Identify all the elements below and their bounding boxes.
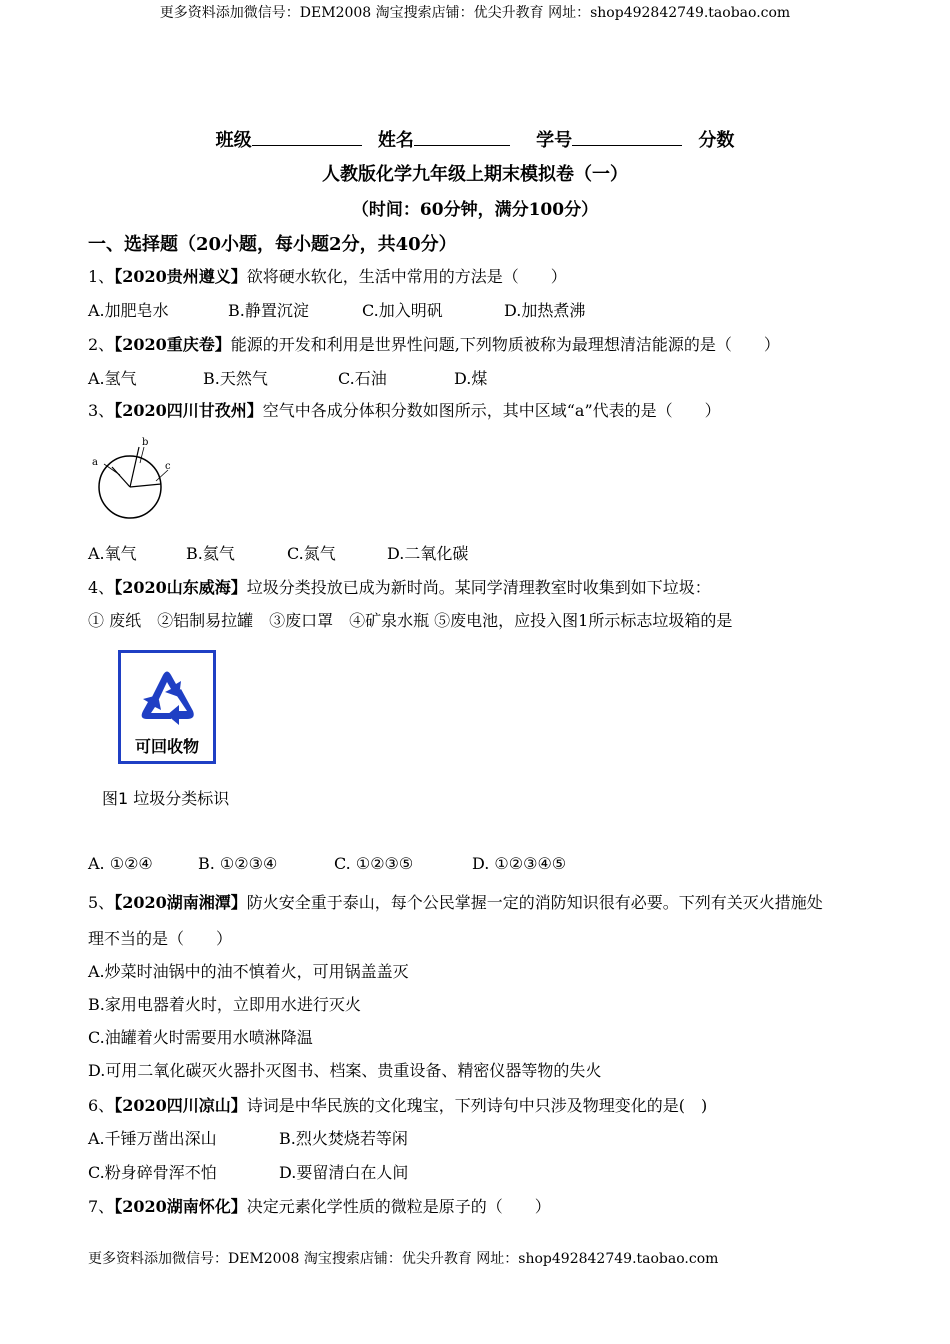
class-label: 班级 [215,130,252,151]
option-b[interactable]: B.家用电器着火时，立即用水进行灭火 [88,995,361,1014]
question-source: 【2020湖南湘潭】 [114,893,247,912]
option-a[interactable]: A.千锤万凿出深山 [88,1129,217,1148]
question-2: 2、【2020重庆卷】能源的开发和利用是世界性问题,下列物质被称为最理想清洁能源的是（ ） [88,335,780,354]
figure-caption: 图1 垃圾分类标识 [102,789,230,808]
option-c[interactable]: C.石油 [338,369,387,388]
question-5: 5、【2020湖南湘潭】防火安全重于泰山，每个公民掌握一定的消防知识很有必要。下列有关灭火措施处 [88,893,823,912]
option-c[interactable]: C.加入明矾 [362,301,443,320]
question-1: 1、【2020贵州遵义】欲将硬水软化，生活中常用的方法是（ ） [88,267,567,286]
label-b: b [142,437,149,448]
section-heading: 一、选择题（20小题，每小题2分，共40分） [88,234,457,255]
name-label: 姓名 [377,130,414,151]
question-7: 7、【2020湖南怀化】决定元素化学性质的微粒是原子的（ ） [88,1197,551,1216]
option-d[interactable]: D.加热煮沸 [504,301,586,320]
label-a: a [92,457,98,468]
class-blank[interactable] [252,129,362,146]
option-b[interactable]: B.烈火焚烧若等闲 [279,1129,408,1148]
air-composition-diagram [88,435,178,525]
option-c[interactable]: C. ①②③⑤ [334,854,414,873]
question-source: 【2020山东威海】 [114,578,247,597]
question-6: 6、【2020四川凉山】诗词是中华民族的文化瑰宝，下列诗句中只涉及物理变化的是( ) [88,1096,708,1115]
option-d[interactable]: D.二氧化碳 [387,544,469,563]
question-5-line2: 理不当的是（ ） [88,929,233,948]
recycle-logo [118,650,216,764]
question-source: 【2020四川甘孜州】 [114,401,263,420]
option-d[interactable]: D.可用二氧化碳灭火器扑灭图书、档案、贵重设备、精密仪器等物的失火 [88,1061,602,1080]
option-a[interactable]: A.炒菜时油锅中的油不慎着火，可用锅盖盖灭 [88,962,409,981]
option-b[interactable]: B.天然气 [203,369,268,388]
name-blank[interactable] [414,129,510,146]
option-b[interactable]: B.静置沉淀 [228,301,309,320]
exam-subtitle: （时间：60分钟，满分100分） [351,200,599,220]
option-b[interactable]: B. ①②③④ [198,854,278,873]
option-c[interactable]: C.氮气 [287,544,336,563]
option-a[interactable]: A.加肥皂水 [88,301,169,320]
question-3: 3、【2020四川甘孜州】空气中各成分体积分数如图所示，其中区域“a”代表的是（ ） [88,401,721,420]
exam-title: 人教版化学九年级上期末模拟卷（一） [322,164,628,185]
option-c[interactable]: C.粉身碎骨浑不怕 [88,1163,217,1182]
label-c: c [165,461,171,472]
option-a[interactable]: A.氢气 [88,369,137,388]
question-source: 【2020湖南怀化】 [114,1197,247,1216]
question-source: 【2020四川凉山】 [114,1096,247,1115]
logo-label: 可回收物 [134,737,199,756]
page-header: 更多资料添加微信号：DEM2008 淘宝搜索店铺：优尖升教育 网址：shop492842749.taobao.com [159,5,791,21]
option-d[interactable]: D. ①②③④⑤ [472,854,567,873]
page-footer: 更多资料添加微信号：DEM2008 淘宝搜索店铺：优尖升教育 网址：shop492842749.taobao.com [88,1251,719,1267]
question-4: 4、【2020山东威海】垃圾分类投放已成为新时尚。某同学清理教室时收集到如下垃圾： [88,578,711,597]
score-label: 分数 [698,130,735,151]
question-source: 【2020重庆卷】 [114,335,231,354]
question-4-line2: ① 废纸 ②铝制易拉罐 ③废口罩 ④矿泉水瓶 ⑤废电池，应投入图1所示标志垃圾箱的是 [88,611,733,630]
option-d[interactable]: D.煤 [454,369,488,388]
id-label: 学号 [536,130,573,151]
option-a[interactable]: A.氧气 [88,544,137,563]
option-d[interactable]: D.要留清白在人间 [279,1163,409,1182]
student-info-line [0,126,950,152]
question-source: 【2020贵州遵义】 [114,267,247,286]
id-blank[interactable] [572,129,682,146]
option-c[interactable]: C.油罐着火时需要用水喷淋降温 [88,1028,313,1047]
recycle-icon [121,659,213,739]
option-b[interactable]: B.氦气 [186,544,235,563]
option-a[interactable]: A. ①②④ [88,854,153,873]
